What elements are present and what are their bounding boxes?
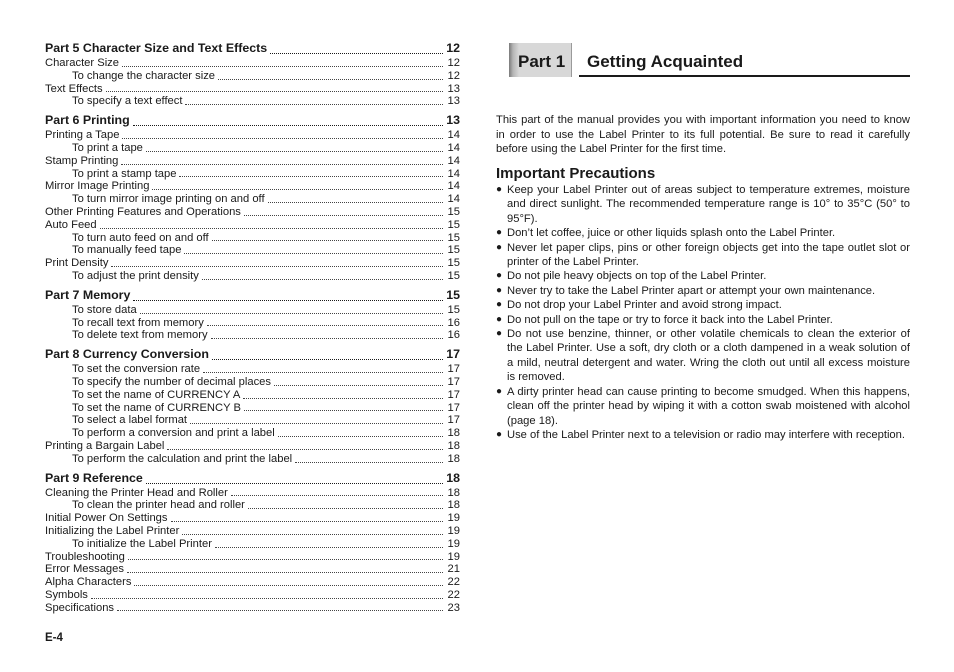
toc-leader-dots [117, 609, 443, 611]
toc-title: Part 7 Memory [45, 287, 131, 302]
toc-title: To print a stamp tape [72, 167, 177, 180]
toc-title: Error Messages [45, 563, 124, 576]
toc-title: Part 6 Printing [45, 113, 130, 128]
precaution-item [496, 241, 910, 270]
bullet-icon: ● [496, 270, 503, 282]
toc-title: To print a tape [72, 141, 143, 154]
toc-subentry [45, 363, 460, 376]
toc-leader-dots [243, 397, 443, 399]
toc-leader-dots [211, 337, 443, 339]
toc-entry [45, 563, 460, 576]
precaution-item [496, 183, 910, 226]
toc-title: Cleaning the Printer Head and Roller [45, 486, 228, 499]
bullet-icon: ● [496, 227, 503, 239]
toc-page-number: 14 [447, 154, 460, 167]
toc-leader-dots [133, 124, 443, 126]
toc-title: Text Effects [45, 82, 103, 95]
toc-leader-dots [295, 461, 443, 463]
toc-title: Initial Power On Settings [45, 512, 168, 525]
toc-part-heading [45, 41, 460, 57]
toc-leader-dots [122, 65, 443, 67]
precaution-text: Don’t let coffee, juice or other liquids splash onto the Label Printer. [507, 227, 836, 240]
toc-title: Character Size [45, 57, 119, 69]
toc-leader-dots [218, 78, 443, 80]
precaution-text: Do not pull on the tape or try to force it back into the Label Printer. [507, 313, 833, 326]
toc-leader-dots [231, 494, 443, 496]
toc-title: To change the character size [72, 69, 216, 82]
precaution-item [496, 313, 910, 327]
toc-leader-dots [122, 137, 443, 139]
intro-paragraph: This part of the manual provides you with important information you need to know in order to use the Label Printer to its full potential. Be sure to read it carefully before using the Label Printer for the first time. [496, 114, 910, 155]
toc-page-number: 15 [447, 231, 460, 244]
toc-leader-dots [212, 239, 443, 241]
toc-leader-dots [152, 188, 443, 190]
toc-subentry [45, 538, 460, 551]
toc-page-number: 17 [447, 414, 460, 427]
toc-title: To perform the calculation and print the label [72, 452, 293, 465]
toc-leader-dots [171, 520, 444, 522]
toc-leader-dots [179, 175, 443, 177]
toc-page-number: 15 [447, 205, 460, 218]
toc-page-number: 17 [447, 388, 460, 401]
toc-title: To adjust the print density [72, 269, 199, 282]
toc-title: Other Printing Features and Operations [45, 205, 241, 218]
toc-leader-dots [146, 150, 443, 152]
toc-entry [45, 525, 460, 538]
precaution-item [496, 428, 910, 442]
toc-title: Printing a Tape [45, 129, 120, 142]
toc-title: Alpha Characters [45, 576, 132, 589]
toc-title: To turn auto feed on and off [72, 231, 209, 244]
toc-title: Specifications [45, 601, 115, 614]
toc-part-heading [45, 347, 460, 363]
toc-entry [45, 512, 460, 525]
toc-subentry [45, 270, 460, 283]
bullet-icon: ● [496, 299, 503, 311]
toc-page-number: 14 [447, 193, 460, 206]
toc-leader-dots [207, 324, 443, 326]
bullet-icon: ● [496, 313, 503, 325]
toc-entry [45, 551, 460, 564]
toc-subentry [45, 329, 460, 342]
toc-title: Auto Feed [45, 218, 97, 231]
toc-leader-dots [100, 227, 443, 229]
toc-subentry [45, 232, 460, 245]
toc-subentry [45, 389, 460, 402]
toc-entry [45, 180, 460, 193]
toc-page-number: 15 [447, 244, 460, 257]
precaution-item [496, 385, 910, 428]
precaution-text: Keep your Label Printer out of areas subject to temperature extremes, moisture and direct sunlight. The recommended temperature range is 10° to 35°C (50° to 95°F). [507, 184, 910, 225]
toc-subentry [45, 142, 460, 155]
toc-title: Symbols [45, 588, 88, 601]
toc-title: To delete text from memory [72, 329, 208, 342]
toc-entry [45, 155, 460, 168]
toc-page-number: 19 [447, 524, 460, 537]
page-number: E-4 [45, 632, 63, 644]
toc-subentry [45, 402, 460, 415]
toc-page-number: 19 [447, 550, 460, 563]
toc-entry [45, 576, 460, 589]
toc-page-number: 18 [447, 452, 460, 465]
toc-subentry [45, 317, 460, 330]
toc-page-number: 12 [446, 41, 460, 55]
toc-title: To specify the number of decimal places [72, 375, 271, 388]
toc-page-number: 16 [447, 316, 460, 329]
toc-entry [45, 206, 460, 219]
bullet-icon: ● [496, 184, 503, 195]
toc-leader-dots [215, 546, 443, 548]
toc-entry [45, 83, 460, 96]
toc-subentry [45, 414, 460, 427]
part-label: Part 1 [518, 52, 566, 71]
toc-subentry [45, 453, 460, 466]
toc-page-number: 19 [447, 537, 460, 550]
toc-page-number: 15 [447, 269, 460, 282]
part-title-rule [579, 75, 910, 77]
toc-page-number: 17 [447, 375, 460, 388]
toc-title: Initializing the Label Printer [45, 524, 180, 537]
toc-leader-dots [182, 533, 443, 535]
bullet-icon: ● [496, 428, 503, 440]
toc-page-number: 18 [447, 427, 460, 440]
bullet-icon: ● [496, 328, 503, 340]
precaution-item [496, 327, 910, 385]
toc-page-number: 16 [447, 329, 460, 342]
toc-page-number: 12 [447, 57, 460, 69]
toc-title: Printing a Bargain Label [45, 439, 165, 452]
toc-leader-dots [268, 201, 443, 203]
toc-page-number: 15 [447, 218, 460, 231]
toc-title: To set the name of CURRENCY B [72, 401, 241, 414]
toc-page-number: 18 [447, 486, 460, 499]
toc-page-number: 15 [447, 257, 460, 270]
toc-page-number: 18 [447, 499, 460, 512]
toc-page-number: 21 [447, 563, 460, 576]
toc-leader-dots [202, 278, 443, 280]
precaution-item [496, 226, 910, 240]
bullet-icon: ● [496, 284, 503, 296]
toc-page-number: 14 [447, 180, 460, 193]
toc-leader-dots [185, 103, 443, 105]
toc-title: To initialize the Label Printer [72, 537, 212, 550]
toc-title: To set the conversion rate [72, 363, 201, 376]
toc-part-heading [45, 471, 460, 487]
part-header [509, 43, 910, 77]
toc-page-number: 18 [447, 439, 460, 452]
toc-leader-dots [146, 482, 443, 484]
toc-leader-dots [91, 597, 443, 599]
toc-subentry [45, 244, 460, 257]
toc-leader-dots [203, 371, 443, 373]
toc-entry [45, 257, 460, 270]
toc-page-number: 17 [447, 363, 460, 376]
part-title: Getting Acquainted [587, 52, 744, 71]
toc-leader-dots [134, 584, 443, 586]
toc-part-heading [45, 113, 460, 129]
toc-subentry [45, 95, 460, 108]
toc-page-number: 18 [446, 470, 460, 485]
toc-page-number: 22 [447, 588, 460, 601]
toc-page-number: 15 [447, 303, 460, 316]
toc-title: To turn mirror image printing on and off [72, 193, 265, 206]
toc-leader-dots [270, 52, 443, 54]
toc-entry [45, 129, 460, 142]
toc-leader-dots [212, 358, 443, 360]
toc-entry [45, 440, 460, 453]
toc-title: Print Density [45, 257, 109, 270]
toc-leader-dots [128, 558, 443, 560]
toc-subentry [45, 427, 460, 440]
toc-leader-dots [278, 435, 443, 437]
toc-leader-dots [190, 422, 443, 424]
toc-leader-dots [248, 507, 443, 509]
toc-leader-dots [121, 163, 443, 165]
toc-leader-dots [167, 448, 443, 450]
toc-title: To perform a conversion and print a label [72, 427, 275, 440]
toc-page-number: 22 [447, 576, 460, 589]
precaution-text: A dirty printer head can cause printing to become smudged. When this happens, clean off the printer head by wiping it with a cotton swab moistened with alcohol (page 18). [507, 385, 910, 427]
precaution-text: Do not pile heavy objects on top of the Label Printer. [507, 270, 767, 283]
toc-leader-dots [111, 265, 443, 267]
toc-leader-dots [184, 252, 443, 254]
precaution-text: Do not drop your Label Printer and avoid strong impact. [507, 299, 782, 312]
precaution-text: Use of the Label Printer next to a television or radio may interfere with reception. [507, 428, 905, 441]
toc-leader-dots [127, 571, 443, 573]
table-of-contents [45, 41, 460, 614]
toc-page-number: 17 [446, 347, 460, 362]
toc-page-number: 13 [446, 113, 460, 128]
toc-leader-dots [274, 384, 443, 386]
toc-entry [45, 589, 460, 602]
precaution-text: Do not use benzine, thinner, or other volatile chemicals to clean the exterior of the Label Printer. Use a soft, dry cloth or a cloth dampened in a weak solution of a mild, neutral detergent and water. Wring the cloth out until all excess moisture is removed. [507, 328, 910, 384]
toc-page-number: 14 [447, 129, 460, 142]
toc-entry [45, 602, 460, 615]
toc-subentry [45, 376, 460, 389]
part-label-box [509, 43, 572, 77]
toc-entry [45, 487, 460, 500]
toc-title: To recall text from memory [72, 316, 204, 329]
precaution-item [496, 284, 910, 298]
toc-page-number: 14 [447, 141, 460, 154]
toc-title: Part 9 Reference [45, 470, 143, 485]
toc-page-number: 19 [447, 512, 460, 525]
toc-page-number: 15 [446, 287, 460, 302]
toc-subentry [45, 70, 460, 83]
toc-title: Mirror Image Printing [45, 180, 150, 193]
toc-page-number: 23 [447, 601, 460, 614]
toc-title: Stamp Printing [45, 154, 119, 167]
precaution-text: Never try to take the Label Printer apart or attempt your own maintenance. [507, 284, 876, 297]
toc-leader-dots [106, 90, 443, 92]
toc-page-number: 13 [447, 95, 460, 108]
toc-leader-dots [140, 312, 443, 314]
toc-entry [45, 219, 460, 232]
toc-title: To manually feed tape [72, 244, 182, 257]
toc-title: Part 8 Currency Conversion [45, 347, 209, 362]
toc-subentry [45, 499, 460, 512]
toc-subentry [45, 304, 460, 317]
toc-title: To set the name of CURRENCY A [72, 388, 241, 401]
section-heading: Important Precautions [496, 165, 656, 182]
precaution-item [496, 269, 910, 283]
toc-page-number: 12 [447, 69, 460, 82]
toc-leader-dots [133, 299, 443, 301]
toc-page-number: 14 [447, 167, 460, 180]
toc-leader-dots [244, 214, 443, 216]
precautions-list [496, 183, 910, 442]
toc-part-heading [45, 288, 460, 304]
toc-title: To clean the printer head and roller [72, 499, 245, 512]
bullet-icon: ● [496, 385, 503, 397]
toc-page-number: 17 [447, 401, 460, 414]
precaution-text: Never let paper clips, pins or other foreign objects get into the tape outlet slot or printer of the Label Printer. [507, 241, 910, 269]
toc-title: To select a label format [72, 414, 188, 427]
toc-title: Part 5 Character Size and Text Effects [45, 41, 268, 55]
toc-title: To store data [72, 303, 137, 316]
toc-title: To specify a text effect [72, 95, 183, 108]
toc-subentry [45, 193, 460, 206]
toc-subentry [45, 168, 460, 181]
toc-entry [45, 57, 460, 70]
toc-leader-dots [244, 409, 443, 411]
precaution-item [496, 298, 910, 312]
toc-title: Troubleshooting [45, 550, 125, 563]
toc-page-number: 13 [447, 82, 460, 95]
bullet-icon: ● [496, 241, 503, 253]
